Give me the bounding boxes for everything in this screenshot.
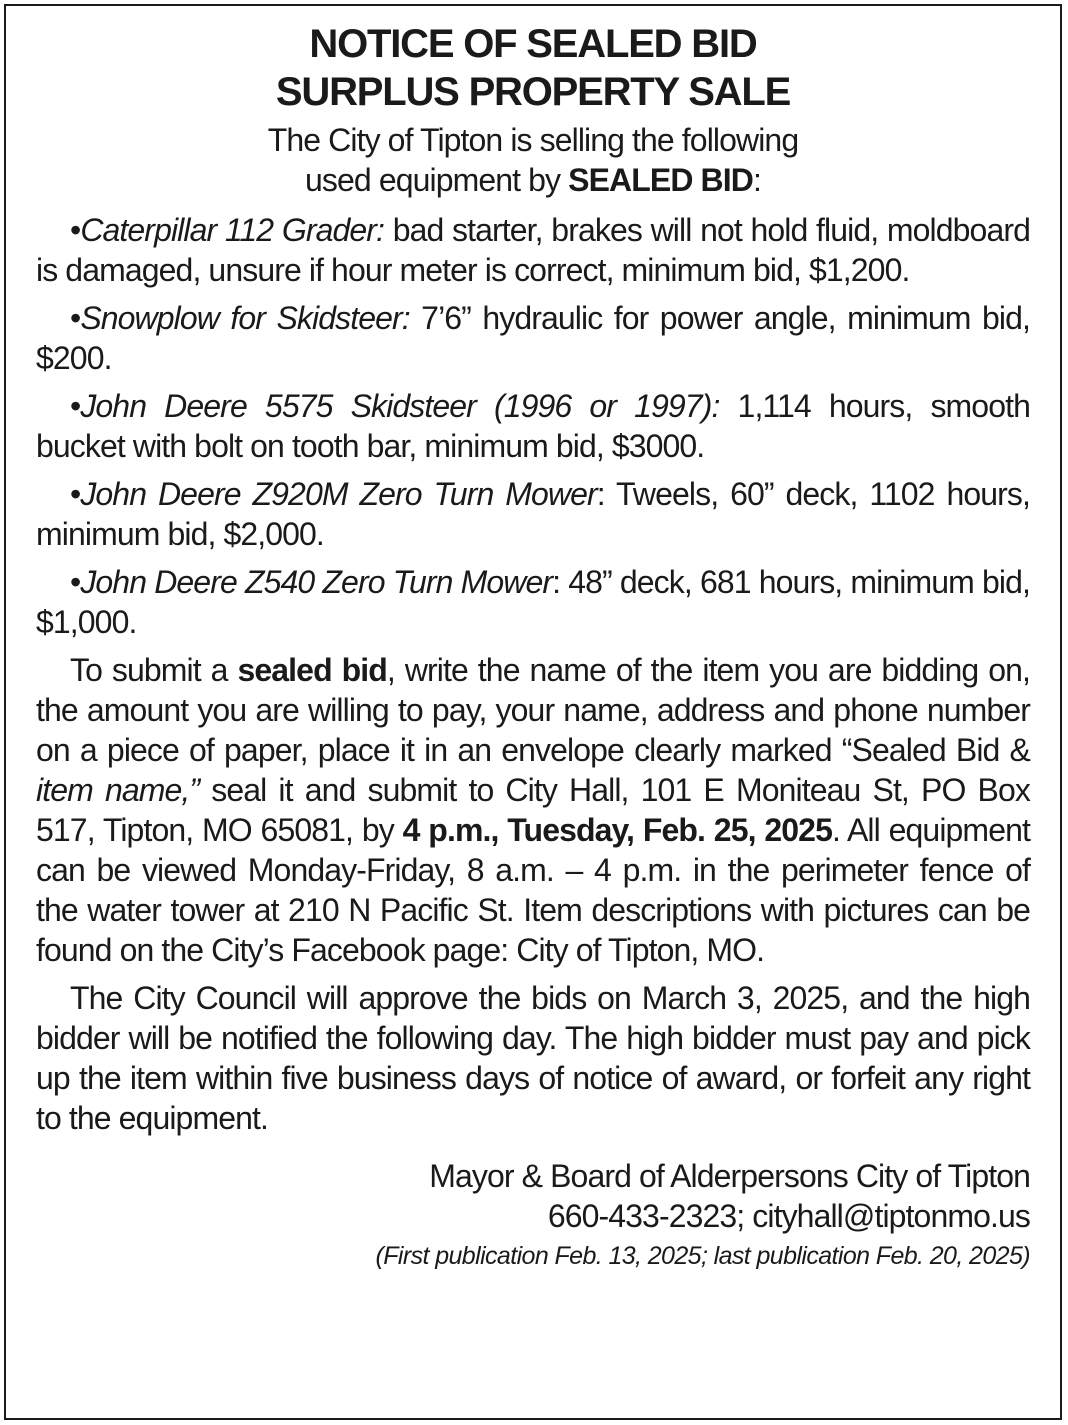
bullet: • bbox=[70, 476, 81, 512]
submit-deadline: 4 p.m., Tuesday, Feb. 25, 2025 bbox=[402, 812, 832, 848]
item-grader bbox=[36, 210, 1030, 290]
submit-item-name: item name,” bbox=[36, 772, 200, 808]
signature-contact: 660-433-2323; cityhall@tiptonmo.us bbox=[547, 1198, 1030, 1234]
signature-line-1: Mayor & Board of Alderpersons City of Tipton bbox=[429, 1158, 1030, 1194]
notice-title bbox=[36, 20, 1030, 116]
item-description: 7’6” hydraulic for power angle, minimum bid, $200. bbox=[36, 300, 1030, 376]
item-skidsteer bbox=[36, 386, 1030, 466]
bullet: • bbox=[70, 300, 81, 336]
item-name: John Deere Z540 Zero Turn Mower bbox=[80, 564, 553, 600]
item-description: : Tweels, 60” deck, 1102 hours, minimum bid, $2,000. bbox=[36, 476, 1030, 552]
item-z540-mower bbox=[36, 562, 1030, 642]
submit-text-3: seal it and submit to City Hall, 101 E Moniteau St, PO Box 517, Tipton, MO 65081, by bbox=[36, 772, 1030, 848]
item-snowplow bbox=[36, 298, 1030, 378]
item-description: : 48” deck, 681 hours, minimum bid, $1,000. bbox=[36, 564, 1030, 640]
item-name: John Deere Z920M Zero Turn Mower bbox=[80, 476, 597, 512]
legal-notice bbox=[4, 4, 1062, 1420]
submit-text-2: , write the name of the item you are bidding on, the amount you are willing to pay, your name, address and phone number on a piece of paper, place it in an envelope clearly marked “Sealed Bid & bbox=[36, 652, 1030, 768]
council-approval: The City Council will approve the bids on March 3, 2025, and the high bidder will be notified the following day. The high bidder must pay and pick up the item within five business days of notice of award, or forfeit any right to the equipment. bbox=[36, 980, 1030, 1136]
item-z920m-mower bbox=[36, 474, 1030, 554]
intro-line-2-prefix: used equipment by bbox=[305, 162, 569, 198]
publication-dates: (First publication Feb. 13, 2025; last publication Feb. 20, 2025) bbox=[375, 1242, 1030, 1270]
item-name: Snowplow for Skidsteer: bbox=[80, 300, 410, 336]
intro-sealed-bid: SEALED BID bbox=[568, 162, 753, 198]
intro-line-1: The City of Tipton is selling the following bbox=[267, 122, 799, 158]
bullet: • bbox=[70, 212, 81, 248]
submit-text-1: To submit a bbox=[70, 652, 238, 688]
submission-instructions bbox=[36, 650, 1030, 970]
item-description: 1,114 hours, smooth bucket with bolt on tooth bar, minimum bid, $3000. bbox=[36, 388, 1030, 464]
submit-text-4: . All equipment can be viewed Monday-Friday, 8 a.m. – 4 p.m. in the perimeter fence of the water tower at 210 N Pacific St. Item descriptions with pictures can be found on the City’s Facebook page: City of Tipton, MO. bbox=[36, 812, 1030, 968]
item-description: bad starter, brakes will not hold fluid, moldboard is damaged, unsure if hour meter is correct, minimum bid, $1,200. bbox=[36, 212, 1030, 288]
item-name: John Deere 5575 Skidsteer (1996 or 1997): bbox=[80, 388, 720, 424]
item-name: Caterpillar 112 Grader: bbox=[80, 212, 385, 248]
intro-text bbox=[36, 120, 1030, 200]
intro-line-2-suffix: : bbox=[752, 162, 761, 198]
signature-block bbox=[36, 1156, 1030, 1236]
bullet: • bbox=[70, 564, 81, 600]
submit-sealed-bid: sealed bid bbox=[237, 652, 387, 688]
title-line-1: NOTICE OF SEALED BID bbox=[309, 22, 757, 66]
title-line-2: SURPLUS PROPERTY SALE bbox=[275, 70, 791, 114]
bullet: • bbox=[70, 388, 81, 424]
